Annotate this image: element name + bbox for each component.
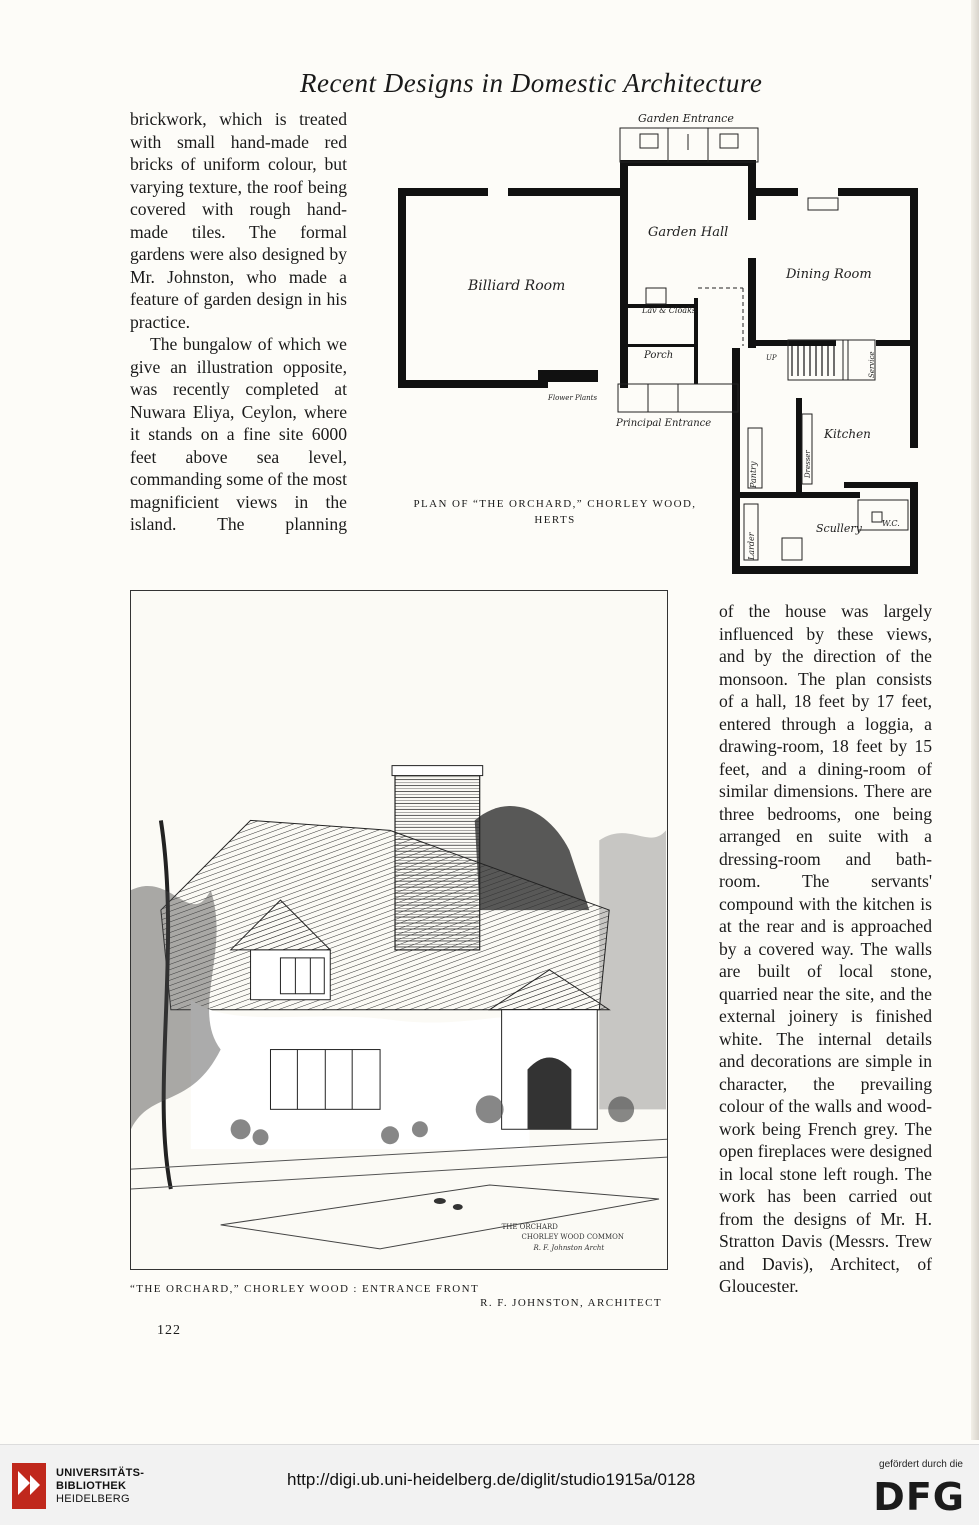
plan-label-up: UP — [766, 354, 777, 362]
institution-name-line-3: HEIDELBERG — [56, 1493, 130, 1505]
plan-label-principal-entrance: Principal Entrance — [616, 418, 712, 429]
plan-label-flower-plants: Flower Plants — [548, 394, 598, 402]
illustration-signature-line-1: THE ORCHARD — [501, 1222, 558, 1231]
plan-label-garden-hall: Garden Hall — [648, 225, 729, 240]
plan-label-kitchen: Kitchen — [824, 427, 871, 441]
dfg-logo: DFG — [873, 1475, 965, 1519]
house-illustration — [130, 590, 668, 1270]
footer-bar — [0, 1444, 979, 1525]
running-head: Recent Designs in Domestic Architecture — [300, 68, 763, 98]
page-number: 122 — [157, 1323, 181, 1338]
institution-name-line-1: UNIVERSITÄTS- — [56, 1467, 145, 1479]
plan-label-pantry: Pantry — [749, 461, 758, 488]
plan-label-porch: Porch — [644, 350, 674, 361]
plan-label-scullery: Scullery — [816, 522, 862, 535]
plan-caption — [390, 496, 720, 528]
institution-name-line-2: BIBLIOTHEK — [56, 1480, 127, 1492]
illustration-signature-line-2: CHORLEY WOOD COMMON — [521, 1232, 624, 1241]
page-edge — [971, 0, 979, 1440]
left-paragraph-2: The bungalow of which we give an illustration opposite, was recently completed at Nuwara Eliya, Ceylon, where it stands on a fine site 6000 feet above sea level, commanding some of the most magnificient views in the island. The planning — [130, 334, 347, 534]
plan-label-garden-entrance: Garden Entrance — [638, 112, 734, 125]
illustration-caption-line-2: R. F. JOHNSTON, ARCHITECT — [480, 1297, 662, 1309]
plan-caption-line-1: PLAN OF “THE ORCHARD,” CHORLEY WOOD, — [413, 498, 697, 510]
university-library-logo-icon — [10, 1459, 50, 1513]
left-column — [130, 108, 347, 536]
illustration-signature-line-3: R. F. Johnston Archt — [533, 1243, 605, 1252]
plan-label-billiard-room: Billiard Room — [468, 278, 566, 294]
left-paragraph-1: brickwork, which is treated with small hand-made red bricks of uniform colour, but varying texture, the roof being covered with rough hand-made tiles. The formal gardens were also designed by Mr. Johnston, who made a feature of garden design in his practice. — [130, 109, 347, 332]
illustration-caption-line-1: “THE ORCHARD,” CHORLEY WOOD : ENTRANCE FRONT — [130, 1283, 480, 1295]
plan-label-wc: W.C. — [882, 519, 900, 528]
illustration-caption — [130, 1282, 670, 1310]
institution-name — [56, 1467, 144, 1506]
plan-label-dining-room: Dining Room — [786, 267, 872, 282]
funded-by-label: gefördert durch die — [879, 1459, 963, 1470]
plan-label-dresser: Dresser — [804, 450, 812, 478]
plan-label-lav-cloaks: Lav & Cloaks — [642, 306, 697, 315]
plan-label-larder: Larder — [747, 532, 756, 560]
plan-label-service: Service — [868, 351, 876, 378]
right-column — [719, 600, 932, 1298]
permalink-url[interactable]: http://digi.ub.uni-heidelberg.de/diglit/studio1915a/0128 — [287, 1470, 696, 1489]
plan-caption-line-2: HERTS — [534, 514, 576, 526]
right-paragraph: of the house was largely influenced by these views, and by the direction of the monsoon. The plan consists of a hall, 18 feet by 17 feet, entered through a loggia, a drawing-room, 18 feet by 15 feet, and a dining-room of similar dimensions. There are three bedrooms, one being arranged en suite with a dressing-room and bath-room. The servants' compound with the kitchen is at the rear and is approached by a covered way. The walls are built of local stone, quarried near the site, and the external joinery is finished white. The internal details and decorations are simple in character, the prevailing colour of the walls and wood-work being French grey. The open fireplaces were designed in local stone left rough. The work has been carried out from the designs of Mr. H. Stratton Davis (Messrs. Trew and Davis), Architect, of Gloucester. — [719, 601, 932, 1296]
